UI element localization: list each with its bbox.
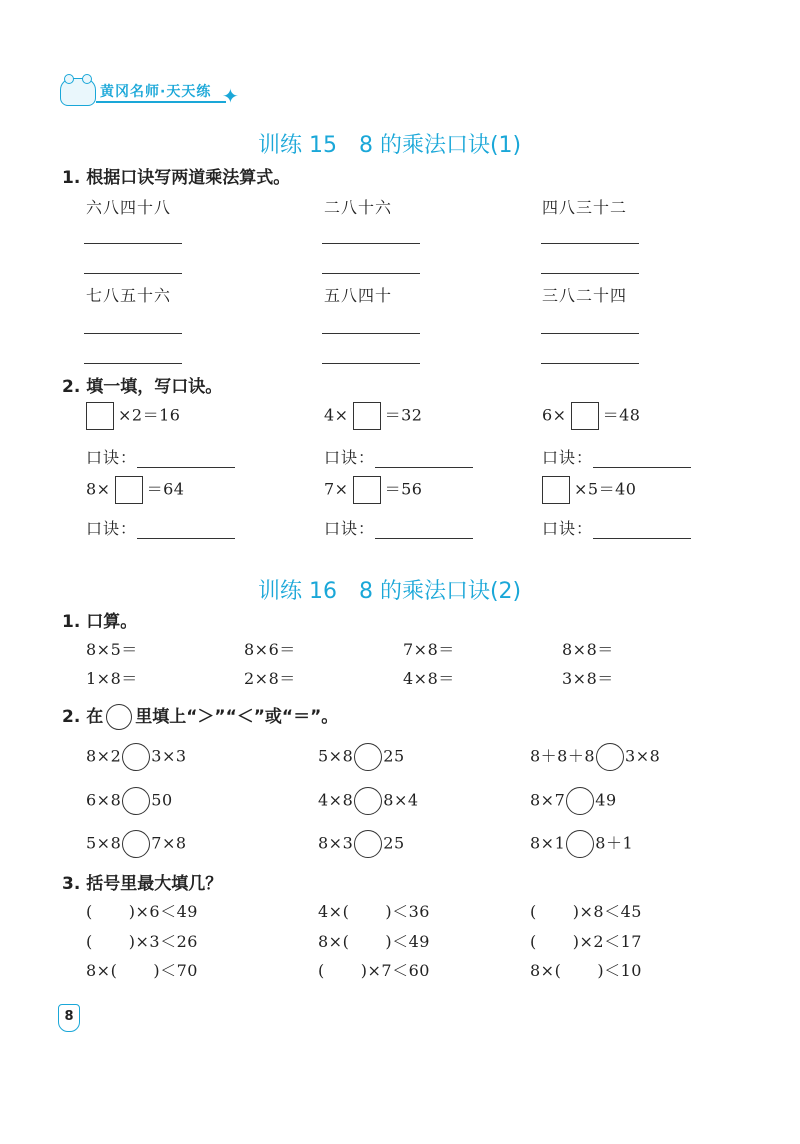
fill-equation: 7× ＝56 <box>324 476 422 504</box>
s16-q2-label: 2. 在 里填上“＞”“＜”或“＝”。 <box>62 702 338 730</box>
answer-line[interactable] <box>322 273 420 274</box>
compare-circle[interactable] <box>122 787 150 815</box>
compare-item: 8×2 3×3 <box>86 743 187 771</box>
blank-box[interactable] <box>353 402 381 430</box>
s15-q2-label: 2. 填一填，写口诀。 <box>62 377 223 397</box>
s16-q3-label: 3. 括号里最大填几？ <box>62 874 223 894</box>
answer-line[interactable] <box>541 363 639 364</box>
answer-line[interactable] <box>84 273 182 274</box>
rhyme-item: 二八十六 <box>324 198 393 217</box>
circle-icon <box>106 704 132 730</box>
bear-logo-icon <box>60 78 96 106</box>
max-fill-item: ( )×6＜49 <box>86 902 198 921</box>
compare-circle[interactable] <box>354 787 382 815</box>
blank-box[interactable] <box>115 476 143 504</box>
brand-underline <box>96 101 226 103</box>
compare-circle[interactable] <box>122 743 150 771</box>
blank-box[interactable] <box>353 476 381 504</box>
koujue-answer: 口诀： <box>86 445 235 468</box>
answer-line[interactable] <box>541 243 639 244</box>
answer-line[interactable] <box>541 333 639 334</box>
mental-calc-item: 8×6＝ <box>244 640 296 659</box>
s16-q1-label: 1. 口算。 <box>62 612 138 632</box>
compare-item: 8×1 8＋1 <box>530 830 633 858</box>
compare-item: 5×8 25 <box>318 743 405 771</box>
section-15-title: 训练 15 8 的乘法口诀(1) <box>258 133 522 158</box>
answer-line[interactable] <box>84 363 182 364</box>
compare-item: 8×7 49 <box>530 787 617 815</box>
rhyme-item: 六八四十八 <box>86 198 172 217</box>
max-fill-item: 8×( )＜70 <box>86 961 198 980</box>
compare-circle[interactable] <box>122 830 150 858</box>
answer-line[interactable] <box>541 273 639 274</box>
compare-circle[interactable] <box>566 830 594 858</box>
rhyme-item: 七八五十六 <box>86 286 172 305</box>
answer-line[interactable] <box>84 333 182 334</box>
compare-circle[interactable] <box>596 743 624 771</box>
mental-calc-item: 8×5＝ <box>86 640 138 659</box>
koujue-answer: 口诀： <box>542 445 691 468</box>
mental-calc-item: 1×8＝ <box>86 669 138 688</box>
fill-equation: 4× ＝32 <box>324 402 422 430</box>
compare-item: 5×8 7×8 <box>86 830 187 858</box>
compare-item: 8×3 25 <box>318 830 405 858</box>
answer-line[interactable] <box>322 363 420 364</box>
max-fill-item: 4×( )＜36 <box>318 902 430 921</box>
compare-circle[interactable] <box>354 830 382 858</box>
koujue-line[interactable] <box>137 453 235 468</box>
compare-item: 8＋8＋8 3×8 <box>530 743 660 771</box>
fill-equation: ×5＝40 <box>542 476 636 504</box>
koujue-answer: 口诀： <box>542 516 691 539</box>
koujue-line[interactable] <box>375 453 473 468</box>
answer-line[interactable] <box>322 333 420 334</box>
mental-calc-item: 3×8＝ <box>562 669 614 688</box>
compare-item: 6×8 50 <box>86 787 173 815</box>
sparkle-star-icon: ✦ <box>222 84 239 108</box>
max-fill-item: ( )×2＜17 <box>530 932 642 951</box>
fill-equation: ×2＝16 <box>86 402 180 430</box>
max-fill-item: ( )×8＜45 <box>530 902 642 921</box>
mental-calc-item: 2×8＝ <box>244 669 296 688</box>
compare-item: 4×8 8×4 <box>318 787 419 815</box>
koujue-answer: 口诀： <box>324 516 473 539</box>
koujue-line[interactable] <box>375 524 473 539</box>
max-fill-item: 8×( )＜10 <box>530 961 642 980</box>
rhyme-item: 三八二十四 <box>542 286 628 305</box>
max-fill-item: ( )×7＜60 <box>318 961 430 980</box>
section-16-title: 训练 16 8 的乘法口诀(2) <box>258 579 522 604</box>
fill-equation: 6× ＝48 <box>542 402 640 430</box>
koujue-line[interactable] <box>593 453 691 468</box>
answer-line[interactable] <box>84 243 182 244</box>
mental-calc-item: 7×8＝ <box>403 640 455 659</box>
max-fill-item: 8×( )＜49 <box>318 932 430 951</box>
rhyme-item: 四八三十二 <box>542 198 628 217</box>
compare-circle[interactable] <box>566 787 594 815</box>
blank-box[interactable] <box>542 476 570 504</box>
page-number: 8 <box>58 1004 80 1032</box>
answer-line[interactable] <box>322 243 420 244</box>
koujue-line[interactable] <box>137 524 235 539</box>
fill-equation: 8× ＝64 <box>86 476 184 504</box>
koujue-answer: 口诀： <box>86 516 235 539</box>
blank-box[interactable] <box>86 402 114 430</box>
koujue-answer: 口诀： <box>324 445 473 468</box>
max-fill-item: ( )×3＜26 <box>86 932 198 951</box>
rhyme-item: 五八四十 <box>324 286 393 305</box>
mental-calc-item: 4×8＝ <box>403 669 455 688</box>
compare-circle[interactable] <box>354 743 382 771</box>
s15-q1-label: 1. 根据口诀写两道乘法算式。 <box>62 168 291 188</box>
blank-box[interactable] <box>571 402 599 430</box>
koujue-line[interactable] <box>593 524 691 539</box>
brand-text: 黄冈名师·天天练 <box>100 84 212 100</box>
mental-calc-item: 8×8＝ <box>562 640 614 659</box>
